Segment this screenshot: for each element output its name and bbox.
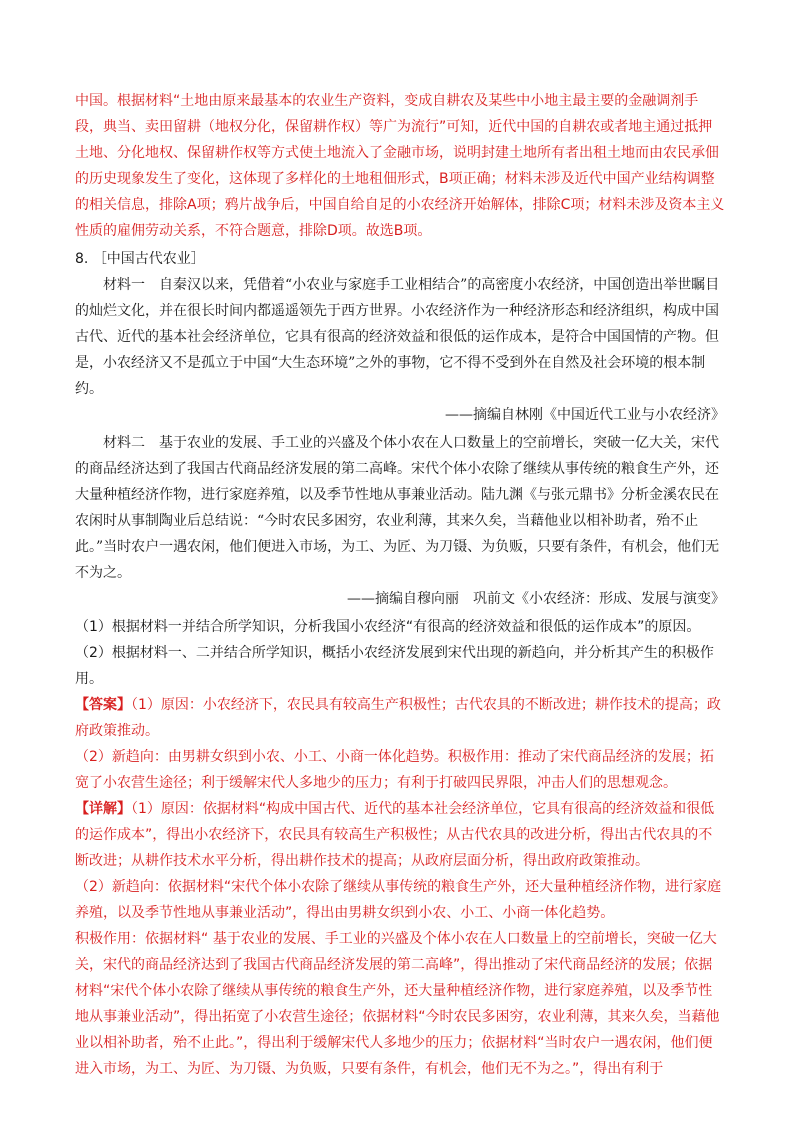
detail-part-2: （2）新趋向：依据材料“宋代个体小农除了继续从事传统的粮食生产外，还大量种植经济作物，进行家庭养殖，以及季节性地从事兼业活动”，得出由男耕女织到小农、小工、小商一体化趋势。 [75, 879, 722, 921]
detail-part-1 [75, 796, 725, 874]
detail-part-1-text: （1）原因：依据材料“构成中国古代、近代的基本社会经济单位，它具有很高的经济效益和很低的运作成本”，得出小农经济下，农民具有较高生产积极性；从古代农具的改进分析，得出古代农具的不断改进；从耕作技术水平分析，得出耕作技术的提高；从政府层面分析，得出政府政策推动。 [75, 801, 715, 869]
detail-part-3: 积极作用：依据材料“ 基于农业的发展、手工业的兴盛及个体小农在人口数量上的空前增长，突破一亿大关，宋代的商品经济达到了我国古代商品经济发展的第二高峰”，得出推动了宋代商品经济的发展；依据材料“宋代个体小农除了继续从事传统的粮食生产外，还大量种植经济作物，进行家庭养殖，以及季节性地从事兼业活动”，得出拓宽了小农营生途径；依据材料“今时农民多困穷，农业利薄，其来久矣，当藉他业以相补助者，殆不止此。”，得出利于缓解宋代人多地少的压力；依据材料“当时农户一遇农闲，他们便进入市场，为工、为匠、为刀镊、为负贩，只要有条件，有机会，他们无不为之。”，得出有利于 [75, 931, 720, 1077]
answer-part-2: （2）新趋向：由男耕女织到小农、小工、小商一体化趋势。积极作用：推动了宋代商品经济的发展；拓宽了小农营生途径；利于缓解宋代人多地少的压力；有利于打破四民界限，冲击人们的思想观念。 [75, 749, 714, 791]
question-topic: ［中国古代农业］ [92, 251, 205, 267]
question-heading [75, 246, 725, 272]
material-two: 材料二 基于农业的发展、手工业的兴盛及个体小农在人口数量上的空前增长，突破一亿大关，宋代的商品经济达到了我国古代商品经济发展的第二高峰。宋代个体小农除了继续从事传统的粮食生产外，还大量种植经济作物，进行家庭养殖，以及季节性地从事兼业活动。陆九渊《与张元鼎书》分析金溪农民在农闲时从事制陶业后总结说：“今时农民多困穷，农业利薄，其来久矣，当藉他业以相补助者，殆不止此。”当时农户一遇农闲，他们便进入市场，为工、为匠、为刀镊、为负贩，只要有条件，有机会，他们无不为之。 [75, 435, 720, 581]
page-content [75, 88, 725, 1082]
sub-question-2: （2）根据材料一、二并结合所学知识，概括小农经济发展到宋代出现的新趋向，并分析其产生的积极作用。 [75, 645, 714, 687]
question-number: 8. [75, 251, 89, 267]
answer-part-1 [75, 692, 725, 744]
material-one: 材料一 自秦汉以来，凭借着“小农业与家庭手工业相结合”的高密度小农经济，中国创造出举世瞩目的灿烂文化，并在很长时间内都遥遥领先于西方世界。小农经济作为一种经济形态和经济组织，构成中国古代、近代的基本社会经济单位，它具有很高的经济效益和很低的运作成本，是符合中国国情的产物。但是，小农经济又不是孤立于中国“大生态环境”之外的事物，它不得不受到外在自然及社会环境的根本制约。 [75, 277, 720, 397]
previous-answer-analysis: 中国。根据材料“土地由原来最基本的农业生产资料，变成自耕农及某些中小地主最主要的金融调剂手段，典当、卖田留耕（地权分化，保留耕作权）等广为流行”可知，近代中国的自耕农或者地主通过抵押土地、分化地权、保留耕作权等方式使土地流入了金融市场，说明封建土地所有者出租土地而由农民承佃的历史现象发生了变化，这体现了多样化的土地租佃形式，B项正确；材料未涉及近代中国产业结构调整的相关信息，排除A项；鸦片战争后，中国自给自足的小农经济开始解体，排除C项；材料未涉及资本主义性质的雇佣劳动关系，不符合题意，排除D项。故选B项。 [75, 93, 725, 239]
answer-label: 【答案】 [75, 697, 131, 713]
material-two-source: ——摘编自穆向丽 巩前文《小农经济：形成、发展与演变》 [347, 591, 725, 607]
material-one-source: ——摘编自林刚《中国近代工业与小农经济》 [445, 407, 725, 423]
detail-label: 【详解】 [75, 801, 131, 817]
answer-part-1-text: （1）原因：小农经济下，农民具有较高生产积极性；古代农具的不断改进；耕作技术的提高；政府政策推动。 [75, 697, 721, 739]
sub-question-1: （1）根据材料一并结合所学知识，分析我国小农经济“有很高的经济效益和很低的运作成本”的原因。 [75, 619, 701, 635]
